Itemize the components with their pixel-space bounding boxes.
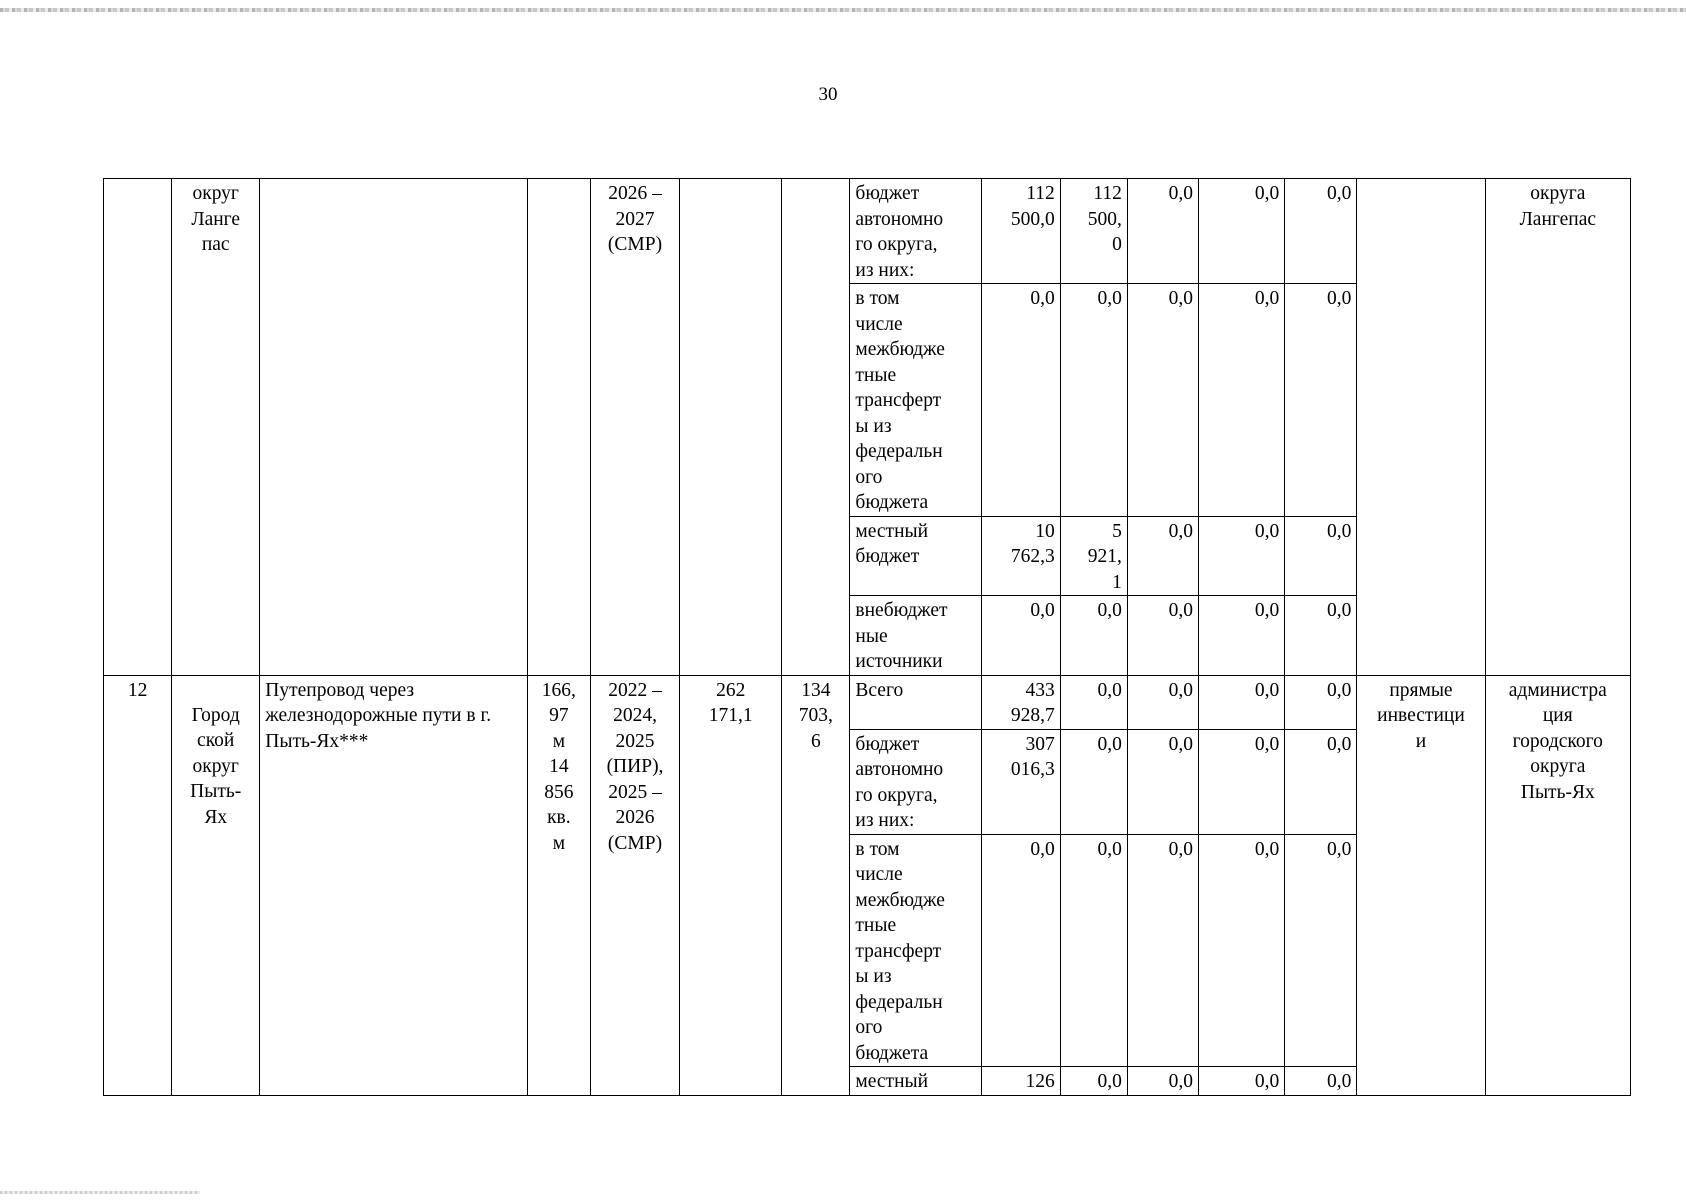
funding-value-cell: 0,0 — [1199, 596, 1285, 676]
funding-value-cell: 0,0 — [1199, 729, 1285, 834]
funding-value-cell: 112 500,0 — [981, 179, 1060, 284]
funding-value-cell: 0,0 — [1285, 516, 1357, 596]
funding-value-cell: 0,0 — [1127, 596, 1198, 676]
funding-value-cell: 0,0 — [1060, 675, 1127, 729]
funding-value-cell: 0,0 — [1127, 516, 1198, 596]
table-row — [104, 179, 1631, 284]
funding-value-cell: 0,0 — [1060, 1067, 1127, 1096]
total-cost-cell — [680, 179, 782, 676]
funding-value-cell: 0,0 — [1285, 729, 1357, 834]
funding-value-cell: 0,0 — [1285, 596, 1357, 676]
funding-value-cell: 10 762,3 — [981, 516, 1060, 596]
funding-value-cell: 0,0 — [1127, 729, 1198, 834]
period-cell: 2026 – 2027 (СМР) — [590, 179, 679, 676]
funding-value-cell: 0,0 — [1060, 284, 1127, 517]
funding-source-cell: бюджет автономно го округа, из них: — [850, 179, 981, 284]
funding-source-cell: местный бюджет — [850, 516, 981, 596]
period-cell: 2022 – 2024, 2025 (ПИР), 2025 – 2026 (СМР) — [590, 675, 679, 1095]
funding-source-cell: бюджет автономно го округа, из них: — [850, 729, 981, 834]
scan-corner-artifact — [0, 1191, 200, 1194]
funding-value-cell: 433 928,7 — [981, 675, 1060, 729]
funding-value-cell: 0,0 — [1285, 179, 1357, 284]
object-cell — [260, 179, 528, 676]
mechanism-cell — [1357, 179, 1485, 676]
funding-value-cell: 0,0 — [1060, 596, 1127, 676]
row-number-cell — [104, 179, 172, 676]
row-number-cell: 12 — [104, 675, 172, 1095]
total-cost-cell: 262 171,1 — [680, 675, 782, 1095]
municipality-cell: округ Ланге пас — [172, 179, 260, 676]
funding-source-cell: в том числе межбюдже тные трансферт ы из федеральн ого бюджета — [850, 284, 981, 517]
funding-value-cell: 0,0 — [1285, 834, 1357, 1067]
object-cell: Путепровод через железнодорожные пути в г. Пыть-Ях*** — [260, 675, 528, 1095]
funding-value-cell: 0,0 — [1060, 834, 1127, 1067]
funding-source-cell: местный — [850, 1067, 981, 1096]
budget-table — [103, 178, 1631, 1096]
funding-source-cell: Всего — [850, 675, 981, 729]
remaining-cost-cell: 134 703, 6 — [782, 675, 850, 1095]
funding-value-cell: 0,0 — [1127, 284, 1198, 517]
funding-value-cell: 112 500, 0 — [1060, 179, 1127, 284]
funding-value-cell: 126 — [981, 1067, 1060, 1096]
funding-value-cell: 0,0 — [1127, 179, 1198, 284]
funding-value-cell: 0,0 — [1285, 284, 1357, 517]
funding-source-cell: внебюджет ные источники — [850, 596, 981, 676]
funding-value-cell: 0,0 — [1060, 729, 1127, 834]
funding-value-cell: 0,0 — [1127, 834, 1198, 1067]
mechanism-cell: прямые инвестици и — [1357, 675, 1485, 1095]
funding-value-cell: 0,0 — [1127, 1067, 1198, 1096]
funding-value-cell: 0,0 — [981, 284, 1060, 517]
scan-edge-artifact — [0, 8, 1686, 12]
funding-source-cell: в том числе межбюдже тные трансферт ы из федеральн ого бюджета — [850, 834, 981, 1067]
funding-value-cell: 0,0 — [1127, 675, 1198, 729]
funding-value-cell: 0,0 — [1199, 675, 1285, 729]
funding-value-cell: 0,0 — [1199, 284, 1285, 517]
funding-value-cell: 0,0 — [1199, 516, 1285, 596]
capacity-cell — [527, 179, 590, 676]
funding-value-cell: 307 016,3 — [981, 729, 1060, 834]
funding-value-cell: 5 921, 1 — [1060, 516, 1127, 596]
responsible-cell: округа Лангепас — [1485, 179, 1630, 676]
responsible-cell: администра ция городского округа Пыть-Ях — [1485, 675, 1630, 1095]
funding-value-cell: 0,0 — [1199, 1067, 1285, 1096]
funding-value-cell: 0,0 — [1199, 179, 1285, 284]
municipality-cell: Город ской округ Пыть- Ях — [172, 675, 260, 1095]
funding-value-cell: 0,0 — [981, 596, 1060, 676]
capacity-cell: 166, 97 м 14 856 кв. м — [527, 675, 590, 1095]
remaining-cost-cell — [782, 179, 850, 676]
table-row — [104, 675, 1631, 729]
funding-value-cell: 0,0 — [981, 834, 1060, 1067]
funding-value-cell: 0,0 — [1285, 675, 1357, 729]
funding-value-cell: 0,0 — [1199, 834, 1285, 1067]
funding-value-cell: 0,0 — [1285, 1067, 1357, 1096]
page-number: 30 — [818, 84, 838, 105]
